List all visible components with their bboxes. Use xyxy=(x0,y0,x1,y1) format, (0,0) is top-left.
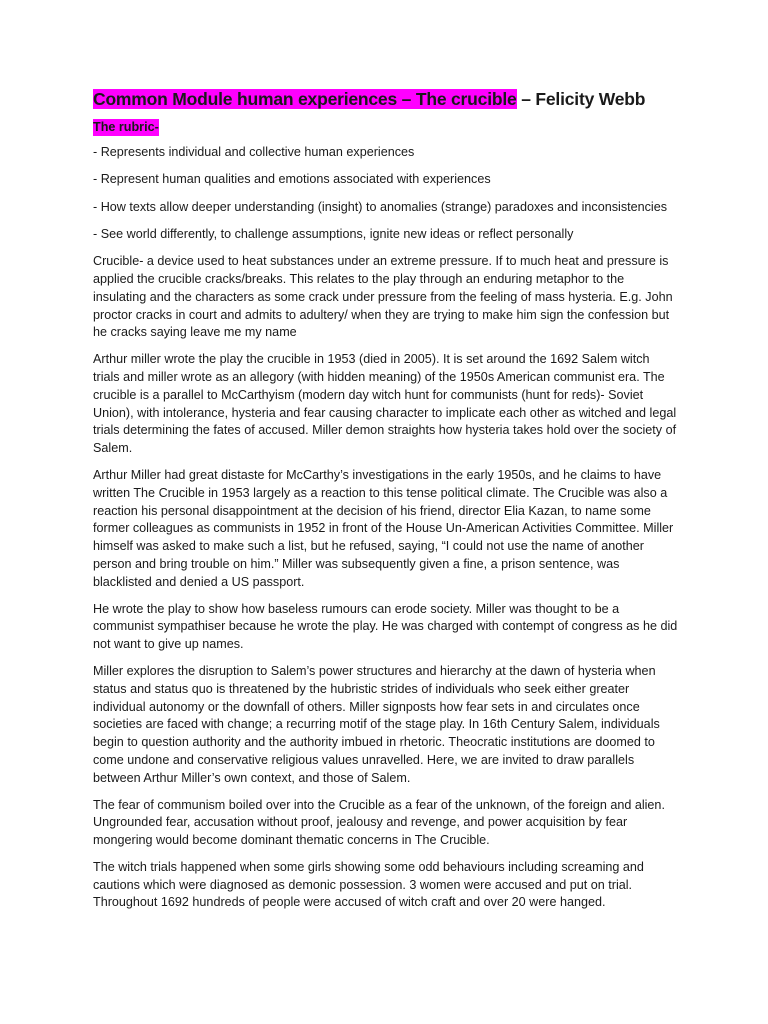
title-highlighted: Common Module human experiences – The crucible xyxy=(93,89,517,109)
rubric-heading: The rubric- xyxy=(93,120,159,134)
paragraph-purpose: He wrote the play to show how baseless rumours can erode society. Miller was thought to be a communist sympathiser because he wrote the play. He was charged with contempt of congress as he did not want to give up names. xyxy=(93,601,678,652)
paragraph-witch-trials: The witch trials happened when some girls showing some odd behaviours including screaming and cautions which were diagnosed as demonic possession. 3 women were accused and put on trial. Throughout 1692 hundreds of people were accused of witch craft and over 20 were hanged. xyxy=(93,859,644,910)
body-text xyxy=(93,253,678,912)
rubric-list xyxy=(93,144,678,244)
title-author: – Felicity Webb xyxy=(516,89,646,109)
document-title xyxy=(93,86,678,112)
paragraph-mccarthy: Arthur Miller had great distaste for McCarthy’s investigations in the early 1950s, and he claims to have written The Crucible in 1953 largely as a reaction to this tense political climate. The Crucible was also a reaction his personal disappointment at the decision of his friend, director Elia Kazan, to name some former colleagues as communists in 1952 in front of the House Un-American Activities Committee. Miller himself was asked to make such a list, but he refused, saying, “I could not use the name of another person and bring trouble on him.” Miller was subsequently given a fine, a prison sentence, was blacklisted and denied a US passport. xyxy=(93,467,674,589)
rubric-point: - How texts allow deeper understanding (insight) to anomalies (strange) paradoxes and inconsistencies xyxy=(93,199,668,214)
paragraph-crucible-definition: Crucible- a device used to heat substances under an extreme pressure. If to much heat and pressure is applied the crucible cracks/breaks. This relates to the play through an enduring metaphor to the insulating and the characters as some crack under pressure from the feeling of mass hysteria. E.g. John proctor cracks in court and admits to adultery/ when they are trying to make him sign the confession but he cracks saying leave me my name xyxy=(93,254,673,340)
paragraph-fear-of-communism: The fear of communism boiled over into the Crucible as a fear of the unknown, of the foreign and alien. Ungrounded fear, accusation without proof, jealousy and revenge, and power acquisition by fear mongering would become dominant thematic concerns in The Crucible. xyxy=(93,797,665,848)
rubric-point: - See world differently, to challenge assumptions, ignite new ideas or reflect personally xyxy=(93,226,574,241)
rubric-point: - Represents individual and collective human experiences xyxy=(93,145,415,159)
paragraph-context: Arthur miller wrote the play the crucible in 1953 (died in 2005). It is set around the 1692 Salem witch trials and miller wrote as an allegory (with hidden meaning) of the 1950s American communist era. The crucible is a parallel to McCarthyism (modern day witch hunt for communists (hunt for reds)- Soviet Union), with intolerance, hysteria and fear causing character to implicate each other as witched and legal trials determining the fates of accused. Miller demon straights how hysteria takes hold over the society of Salem. xyxy=(93,352,677,456)
rubric-point: - Represent human qualities and emotions associated with experiences xyxy=(93,172,491,187)
document-page xyxy=(93,86,678,921)
paragraph-power-structures: Miller explores the disruption to Salem’s power structures and hierarchy at the dawn of hysteria when status and status quo is threatened by the hubristic strides of individuals who seek either greater individual autonomy or the downfall of others. Miller signposts how fear sets in and circulates once societies are faced with change; a recurring motif of the stage play. In 16th Century Salem, individuals begin to question authority and the authority imbued in rhetoric. Theocratic institutions are doomed to come undone and conservative religious values unravelled. Here, we are invited to draw parallels between Arthur Miller’s own context, and those of Salem. xyxy=(93,663,660,785)
